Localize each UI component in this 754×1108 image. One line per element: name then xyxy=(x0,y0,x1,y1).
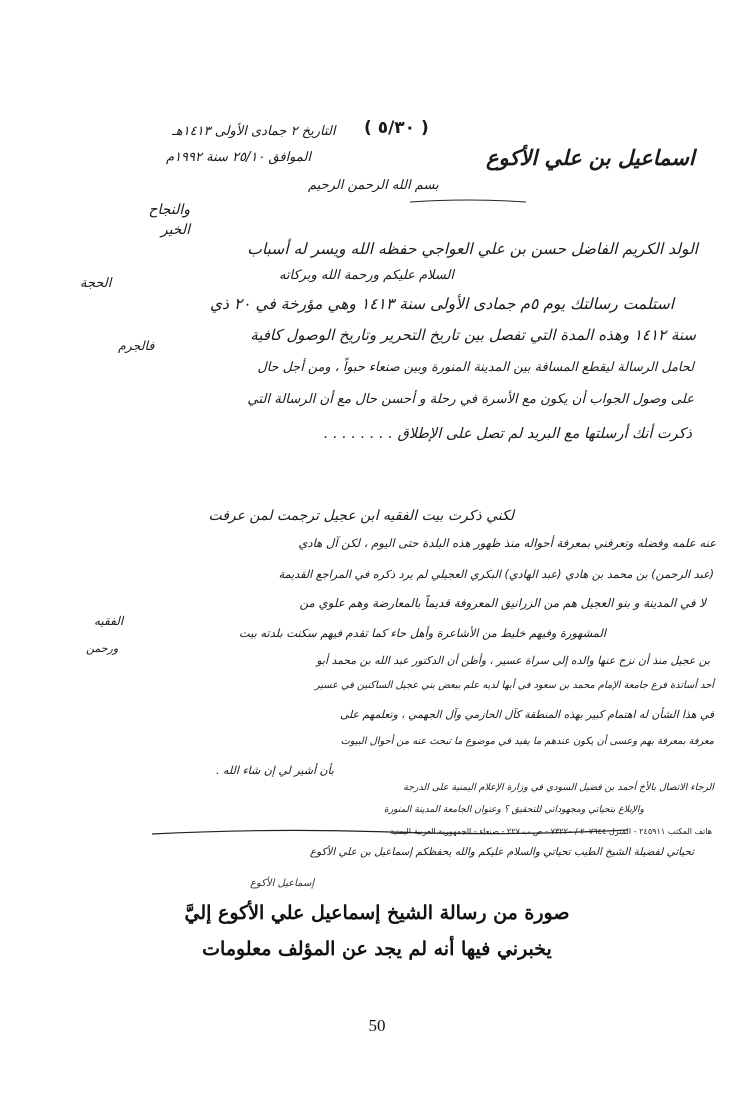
letter-body-line: معرفة بمعرفة بهم وعسى أن يكون عندهم ما يفيد في موضوع ما تبحث عنه من أحوال البيوت xyxy=(340,736,714,747)
letter-body-line: والإبلاغ بتحياتي ومجهوداتي للتحقيق ؟ وعنوان الجامعة المدينة المنورة xyxy=(383,804,644,815)
underline-stroke xyxy=(408,196,528,206)
letterhead-contact-line: هاتف المكتب ٢٤٥٩١١ - المنزل ٢٠٧٦٤٤ / ٧٣٢٢٠ - ص.ب ٢٢٧ - صنعاء - الجمهورية العربية اليمنية xyxy=(389,826,712,836)
letter-body-line: السلام عليكم ورحمة الله وبركاته xyxy=(278,268,454,283)
letter-body-line: لحامل الرسالة ليقطع المسافة بين المدينة المنورة وبين صنعاء حبواً ، ومن أجل حال xyxy=(257,360,694,375)
letter-body-line: على وصول الجواب أن يكون مع الأسرة في رحلة و أحسن حال مع أن الرسالة التي xyxy=(247,392,694,407)
letter-body-line: أحد أساتذة فرع جامعة الإمام محمد بن سعود في أبها لديه علم ببعض بني عجيل الساكنين في عسير xyxy=(314,680,714,691)
side-note: والنجاح الخير xyxy=(148,202,190,238)
margin-note: ورحمن xyxy=(86,642,119,655)
signature-stroke xyxy=(150,818,630,848)
letter-body-line: استلمت رسالتك يوم ٥م جمادى الأولى سنة ١٤١٣ وهي مؤرخة في ٢٠ ذي xyxy=(209,295,674,313)
letter-body-line: عنه علمه وفضله وتعرفني بمعرفة أحواله منذ ظهور هذه البلدة حتى اليوم ، لكن آل هادي xyxy=(298,536,716,550)
basmala: بسم الله الرحمن الرحيم xyxy=(308,178,439,193)
sender-name: اسماعيل بن علي الأكوع xyxy=(486,146,695,170)
letter-body-line: لكني ذكرت بيت الفقيه ابن عجيل ترجمت لمن عرفت xyxy=(208,508,514,524)
letter-body-line: الرجاء الاتصال بالأخ أحمد بن فضيل السودي في وزارة الإعلام اليمنية على الدرجة xyxy=(403,782,714,793)
letter-body-line: تحياتي لفضيلة الشيخ الطيب تحياتي والسلام عليكم والله يحفظكم إسماعيل بن علي الأكوع xyxy=(309,846,694,858)
letter-date-gregorian: الموافق ٢٥/١٠ سنة ١٩٩٢م xyxy=(166,150,311,165)
letter-ref-number: ( ٥/٣٠ ) xyxy=(364,118,429,138)
caption-line-1: صورة من رسالة الشيخ إسماعيل علي الأكوع إليَّ xyxy=(184,902,570,924)
margin-note: الحجة xyxy=(80,276,112,291)
letter-body-line: ذكرت أنك أرسلتها مع البريد لم تصل على الإطلاق . . . . . . . . xyxy=(323,426,692,442)
letter-body-line: بن عجيل منذ أن نزح عنها والده إلى سراة عسير ، وأظن أن الدكتور عبد الله بن محمد أبو xyxy=(316,654,710,667)
letter-body-line: المشهورة وفيهم خليط من الأشاعرة وأهل حاء كما تقدم فيهم سكنت بلدته بيت xyxy=(239,626,606,640)
margin-note: الفقيه xyxy=(94,614,124,628)
letter-body-line: بأن أشير لي إن شاء الله . xyxy=(216,764,334,777)
page-number: 50 xyxy=(368,1016,386,1035)
letter-body-line: لا في المدينة و بنو العجيل هم من الزرانيق المعروفة قديماً بالمعارضة وهم علوي من xyxy=(299,596,706,610)
letter-body-line: (عبد الرحمن) بن محمد بن هادي (عبد الهادي) البكري العجيلي لم يرد ذكره في المراجع القديمة xyxy=(278,568,714,581)
letter-body-line: الولد الكريم الفاضل حسن بن علي العواجي حفظه الله ويسر له أسباب xyxy=(247,240,698,258)
caption-line-2: يخبرني فيها أنه لم يجد عن المؤلف معلومات xyxy=(202,938,552,960)
letter-body-line: سنة ١٤١٢ وهذه المدة التي تفصل بين تاريخ التحرير وتاريخ الوصول كافية xyxy=(250,326,696,344)
letter-body-line: في هذا الشأن له اهتمام كبير بهذه المنطقة كآل الحازمي وآل الجهمي ، وتعلمهم على xyxy=(339,708,714,721)
signature: إسماعيل الأكوع xyxy=(250,878,315,889)
letter-date-hijri: التاريخ ٢ جمادى الأولى ١٤١٣هـ xyxy=(172,124,336,139)
margin-note: فالجرم xyxy=(118,338,155,353)
